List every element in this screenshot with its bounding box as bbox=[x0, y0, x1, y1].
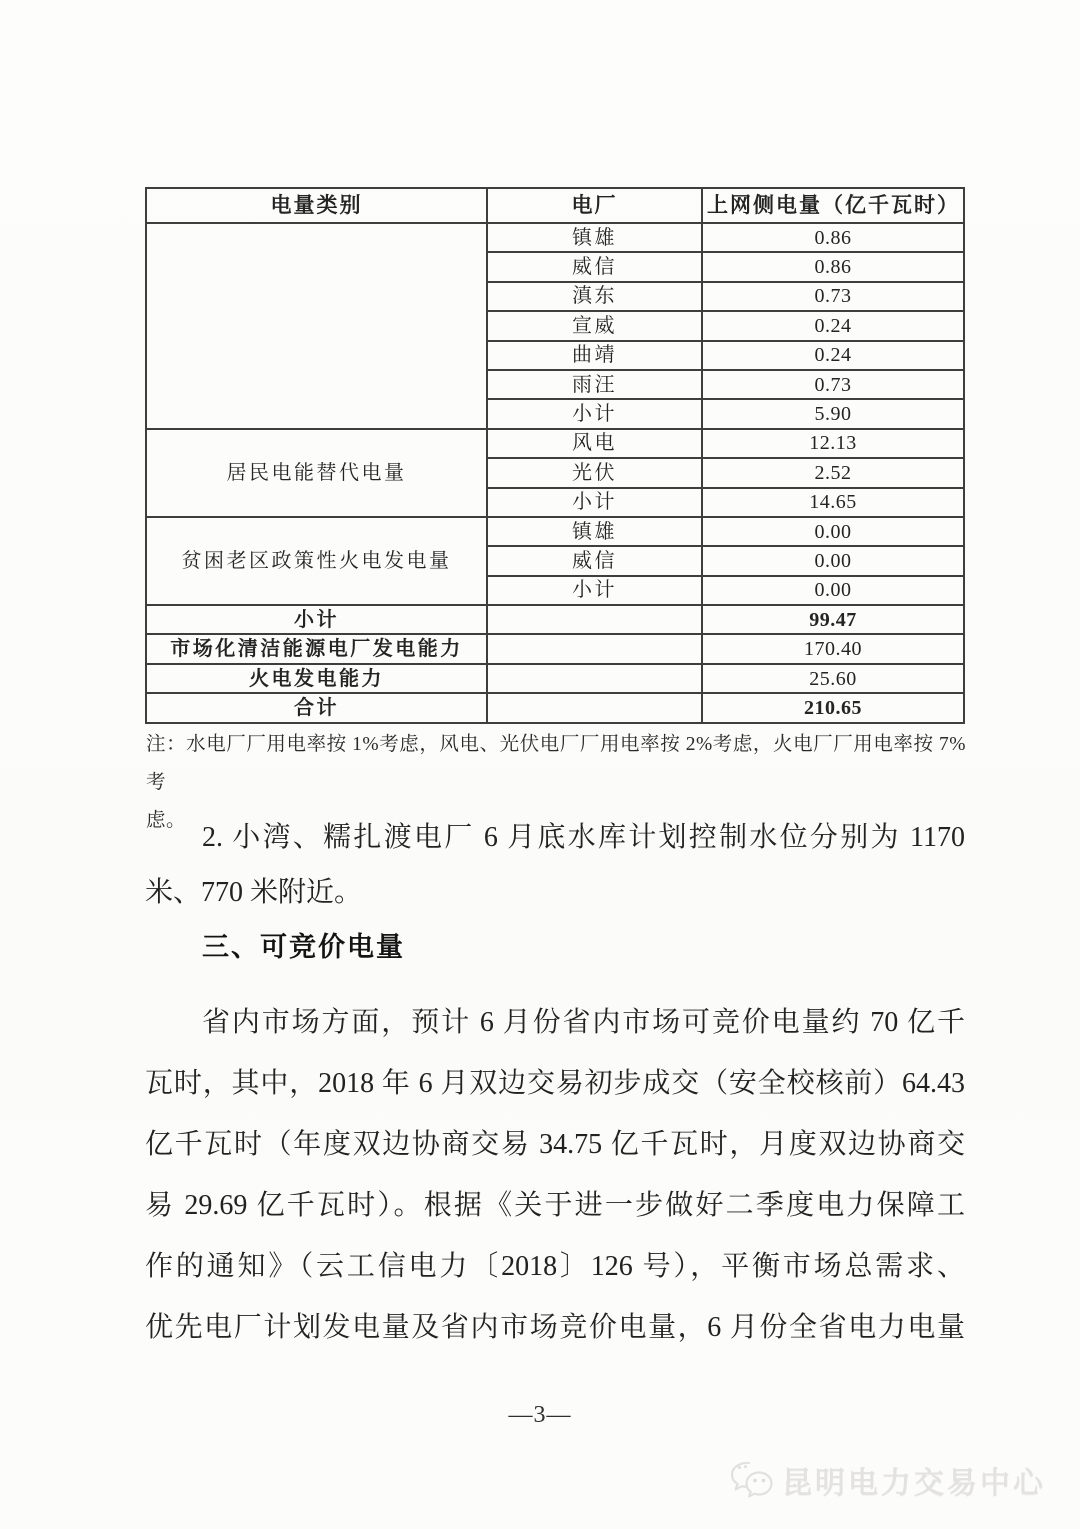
power-volume-table bbox=[145, 187, 965, 724]
value-cell: 0.24 bbox=[702, 311, 964, 340]
table-row bbox=[146, 429, 964, 458]
plant-cell: 威信 bbox=[487, 252, 702, 281]
value-cell: 0.00 bbox=[702, 517, 964, 546]
summary-label-total: 合计 bbox=[146, 693, 487, 722]
plant-cell: 曲靖 bbox=[487, 341, 702, 370]
paragraph-line: 瓦时，其中，2018 年 6 月双边交易初步成交（安全校核前）64.43 bbox=[145, 1068, 965, 1099]
page-number: —3— bbox=[508, 1402, 572, 1428]
table-summary-row bbox=[146, 605, 964, 634]
empty-cell bbox=[487, 693, 702, 722]
summary-value-market-clean: 170.40 bbox=[702, 634, 964, 663]
table-summary-row bbox=[146, 634, 964, 663]
value-cell: 5.90 bbox=[702, 399, 964, 428]
paragraph-line: 米、770 米附近。 bbox=[145, 877, 363, 908]
value-cell: 0.86 bbox=[702, 252, 964, 281]
paragraph-reservoir-levels bbox=[145, 810, 965, 920]
category-cell-policy-thermal: 贫困老区政策性火电发电量 bbox=[146, 517, 487, 605]
value-cell: 0.24 bbox=[702, 341, 964, 370]
plant-cell: 滇东 bbox=[487, 282, 702, 311]
plant-cell: 雨汪 bbox=[487, 370, 702, 399]
header-grid-volume: 上网侧电量（亿千瓦时） bbox=[702, 188, 964, 223]
value-cell: 0.00 bbox=[702, 576, 964, 605]
category-cell-group1 bbox=[146, 223, 487, 429]
paragraph-line: 优先电厂计划发电量及省内市场竞价电量，6 月份全省电力电量 bbox=[145, 1312, 965, 1343]
summary-value-total: 210.65 bbox=[702, 693, 964, 722]
table-row bbox=[146, 223, 964, 252]
header-plant: 电厂 bbox=[487, 188, 702, 223]
footnote-line: 虑。 bbox=[146, 810, 187, 831]
plant-cell: 小计 bbox=[487, 399, 702, 428]
section-heading-biddable-volume: 三、可竞价电量 bbox=[202, 932, 405, 962]
footer-brand-text: 昆明电力交易中心 bbox=[782, 1467, 1046, 1500]
paragraph-line: 亿千瓦时（年度双边协商交易 34.75 亿千瓦时，月度双边协商交 bbox=[145, 1129, 965, 1160]
empty-cell bbox=[487, 634, 702, 663]
plant-cell: 小计 bbox=[487, 576, 702, 605]
value-cell: 0.73 bbox=[702, 370, 964, 399]
paragraph-biddable-volume bbox=[145, 992, 965, 1358]
table-row bbox=[146, 517, 964, 546]
value-cell: 0.86 bbox=[702, 223, 964, 252]
table-header-row bbox=[146, 188, 964, 223]
summary-label-thermal: 火电发电能力 bbox=[146, 664, 487, 693]
value-cell: 0.00 bbox=[702, 546, 964, 575]
category-cell-residential-substitution: 居民电能替代电量 bbox=[146, 429, 487, 517]
table-summary-row bbox=[146, 693, 964, 722]
footer-watermark bbox=[728, 1458, 1046, 1502]
summary-value-subtotal: 99.47 bbox=[702, 605, 964, 634]
summary-label-subtotal: 小计 bbox=[146, 605, 487, 634]
plant-cell: 宣威 bbox=[487, 311, 702, 340]
summary-label-market-clean: 市场化清洁能源电厂发电能力 bbox=[146, 634, 487, 663]
plant-cell: 镇雄 bbox=[487, 223, 702, 252]
paragraph-line: 省内市场方面，预计 6 月份省内市场可竞价电量约 70 亿千 bbox=[202, 1007, 965, 1038]
plant-cell: 风电 bbox=[487, 429, 702, 458]
value-cell: 0.73 bbox=[702, 282, 964, 311]
table-summary-row bbox=[146, 664, 964, 693]
plant-cell: 小计 bbox=[487, 488, 702, 517]
plant-cell: 镇雄 bbox=[487, 517, 702, 546]
footnote-line: 注：水电厂厂用电率按 1%考虑，风电、光伏电厂厂用电率按 2%考虑，火电厂厂用电率按 7%考 bbox=[146, 734, 966, 793]
empty-cell bbox=[487, 664, 702, 693]
paragraph-line: 2. 小湾、糯扎渡电厂 6 月底水库计划控制水位分别为 1170 bbox=[202, 822, 965, 853]
paragraph-line: 作的通知》（云工信电力〔2018〕126 号），平衡市场总需求、 bbox=[145, 1251, 965, 1282]
paragraph-line: 易 29.69 亿千瓦时）。根据《关于进一步做好二季度电力保障工 bbox=[145, 1190, 965, 1221]
value-cell: 2.52 bbox=[702, 458, 964, 487]
plant-cell: 威信 bbox=[487, 546, 702, 575]
header-category: 电量类别 bbox=[146, 188, 487, 223]
value-cell: 14.65 bbox=[702, 488, 964, 517]
summary-value-thermal: 25.60 bbox=[702, 664, 964, 693]
plant-cell: 光伏 bbox=[487, 458, 702, 487]
empty-cell bbox=[487, 605, 702, 634]
value-cell: 12.13 bbox=[702, 429, 964, 458]
wechat-icon bbox=[728, 1459, 775, 1501]
